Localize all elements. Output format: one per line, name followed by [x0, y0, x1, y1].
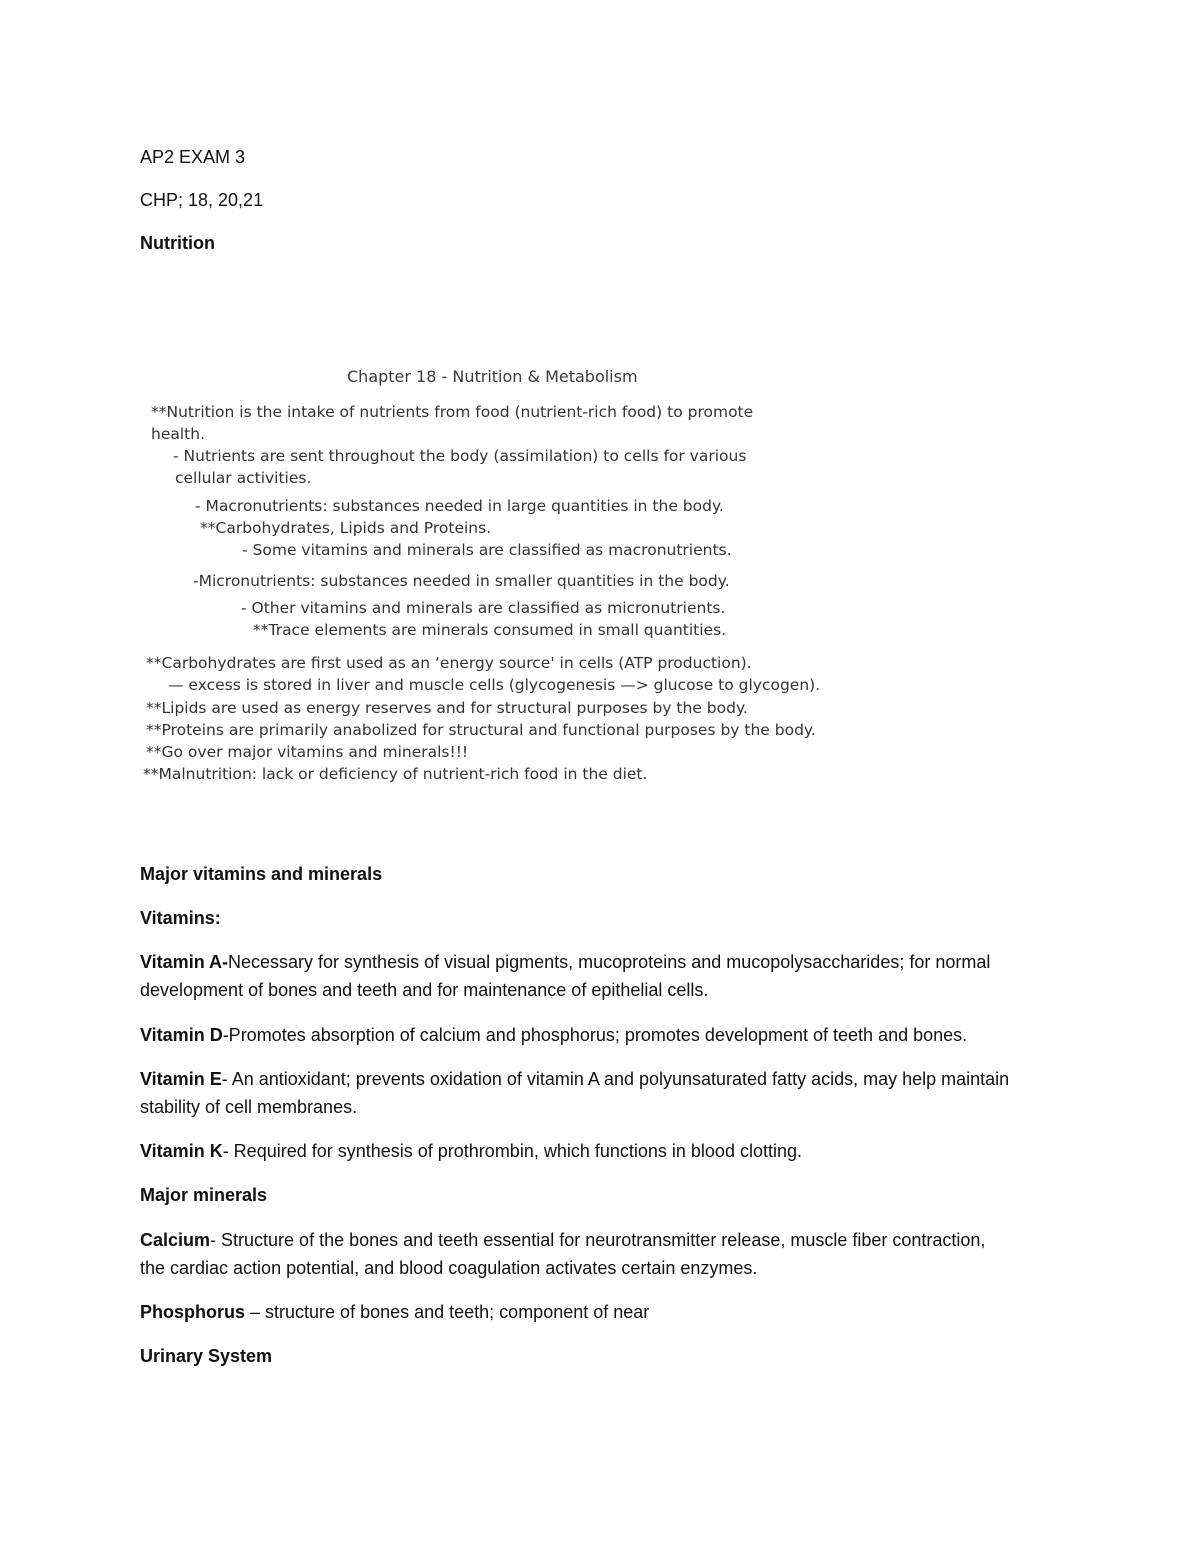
major-minerals-heading: Major minerals [140, 1185, 268, 1205]
vitamin-e-paragraph [140, 1065, 1040, 1121]
vitamins-subheading: Vitamins: [140, 908, 221, 928]
vitamin-k-term: Vitamin K [140, 1141, 223, 1161]
notes-line: - Some vitamins and minerals are classified as macronutrients. [242, 541, 732, 559]
vitamin-a-paragraph [140, 948, 1070, 1004]
notes-line: **Proteins are primarily anabolized for structural and functional purposes by the body. [146, 721, 816, 739]
notes-line: - Other vitamins and minerals are classified as micronutrients. [241, 599, 726, 617]
notes-screenshot [140, 355, 860, 795]
notes-line: — excess is stored in liver and muscle cells (glycogenesis —> glucose to glycogen). [168, 676, 821, 694]
vitamin-e-text: - An antioxidant; prevents oxidation of vitamin A and polyunsaturated fatty acids, may help maintain stability of cell membranes. [140, 1069, 1010, 1117]
vitamin-e-term: Vitamin E [140, 1069, 222, 1089]
vitamin-k-paragraph [140, 1137, 1070, 1165]
notes-line: **Carbohydrates, Lipids and Proteins. [200, 519, 492, 537]
vitamin-a-text: Necessary for synthesis of visual pigments, mucoproteins and mucopolysaccharides; for normal development of bones and teeth and for maintenance of epithelial cells. [140, 952, 991, 1000]
chapters-line: CHP; 18, 20,21 [140, 190, 264, 210]
notes-line: **Trace elements are minerals consumed in small quantities. [253, 621, 727, 639]
calcium-paragraph [140, 1226, 1000, 1282]
phosphorus-text: – structure of bones and teeth; component of near [245, 1302, 650, 1322]
vitamin-d-text: -Promotes absorption of calcium and phosphorus; promotes development of teeth and bones. [222, 1025, 968, 1045]
vitamins-minerals-heading: Major vitamins and minerals [140, 864, 383, 884]
nutrition-heading: Nutrition [140, 233, 215, 253]
vitamin-a-term: Vitamin A- [140, 952, 229, 972]
phosphorus-paragraph [140, 1298, 1070, 1326]
phosphorus-term: Phosphorus [140, 1302, 246, 1322]
notes-line: **Carbohydrates are first used as an ‘energy source' in cells (ATP production). [146, 654, 752, 672]
vitamin-d-term: Vitamin D [140, 1025, 223, 1045]
notes-line: **Go over major vitamins and minerals!!! [146, 743, 469, 761]
notes-line: **Nutrition is the intake of nutrients from food (nutrient-rich food) to promote [151, 403, 754, 421]
notes-line: cellular activities. [175, 469, 312, 487]
notes-line: **Malnutrition: lack or deficiency of nutrient-rich food in the diet. [143, 765, 648, 783]
calcium-text: - Structure of the bones and teeth essential for neurotransmitter release, muscle fiber contraction, the cardiac action potential, and blood coagulation activates certain enzymes. [140, 1230, 986, 1278]
notes-line: **Lipids are used as energy reserves and for structural purposes by the body. [146, 699, 748, 717]
vitamin-d-paragraph [140, 1021, 1140, 1049]
calcium-term: Calcium [140, 1230, 211, 1250]
exam-title: AP2 EXAM 3 [140, 147, 246, 167]
notes-line: -Micronutrients: substances needed in smaller quantities in the body. [193, 572, 730, 590]
notes-title: Chapter 18 - Nutrition & Metabolism [347, 367, 638, 386]
notes-line: - Nutrients are sent throughout the body (assimilation) to cells for various [173, 447, 747, 465]
urinary-system-heading: Urinary System [140, 1346, 273, 1366]
notes-line: - Macronutrients: substances needed in large quantities in the body. [195, 497, 724, 515]
notes-line: health. [151, 425, 205, 443]
vitamin-k-text: - Required for synthesis of prothrombin, which functions in blood clotting. [222, 1141, 802, 1161]
